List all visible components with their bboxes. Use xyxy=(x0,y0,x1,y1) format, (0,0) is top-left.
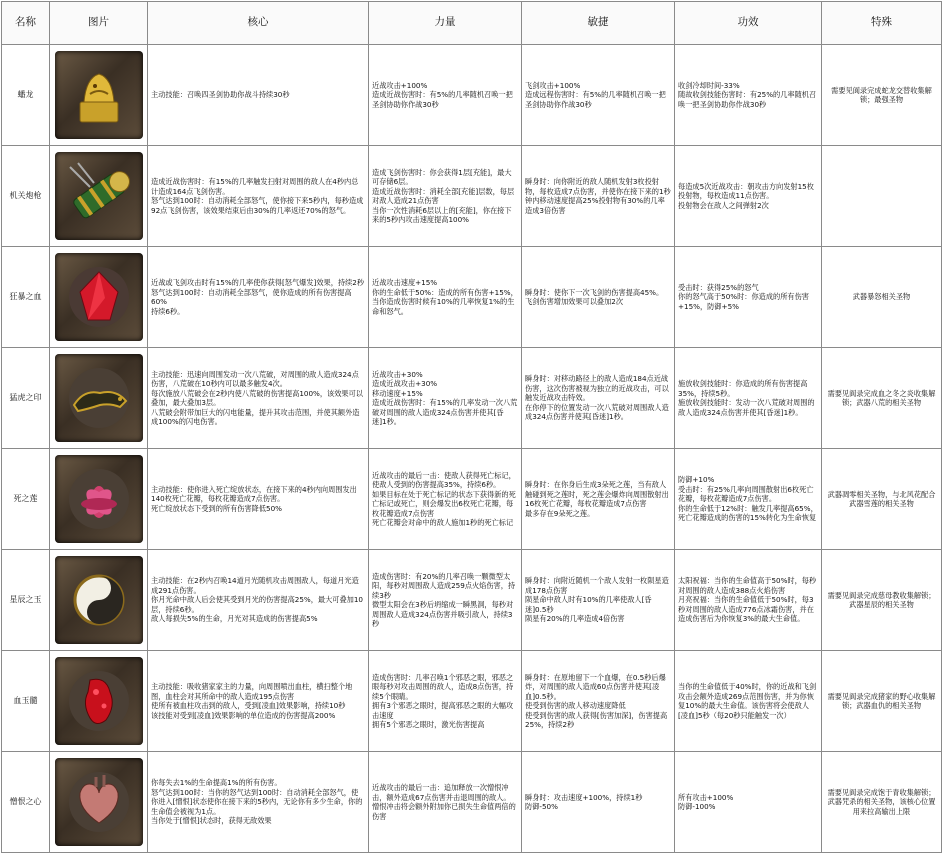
relic-image-cell xyxy=(50,146,148,247)
core-cell xyxy=(148,45,369,146)
cell-line: 太阳祝福：当你的生命值高于50%时，每秒对周围的敌人造成388点火焰伤害 xyxy=(678,576,817,595)
cell-line: 主动技能：使你进入死亡绽放状态，在接下来的4秒内向周围发出140枚死亡花瓣，每枚花瓣造成7点伤害。 xyxy=(151,484,357,504)
special-cell xyxy=(822,146,942,247)
agility-cell xyxy=(522,146,675,247)
core-cell xyxy=(148,651,369,752)
agility-cell xyxy=(522,651,675,752)
relic-image-cell xyxy=(50,247,148,348)
blood-jade-icon xyxy=(55,657,143,745)
cell-line: 死亡花瓣会对命中的敌人施加1秒的死亡标记 xyxy=(372,518,514,527)
effect-cell xyxy=(675,449,822,550)
strength-cell xyxy=(369,247,522,348)
bamboo-cannon-icon xyxy=(55,152,143,240)
effect-cell xyxy=(675,348,822,449)
cell-line: 在你停下的位置发动一次八荒破对周围敌人造成324点伤害并使其[昏迷]1秒。 xyxy=(525,402,669,422)
cell-line: 主动技能：在2秒内召唤14道月光随机攻击周围敌人，每道月光造成291点伤害。 xyxy=(151,576,359,595)
agility-cell xyxy=(522,550,675,651)
special-cell xyxy=(822,752,942,853)
relic-image-cell xyxy=(50,449,148,550)
cell-line: 飞剑伤害增加效果可以叠加2次 xyxy=(525,297,624,306)
cell-line: 怒气达到100时：自动消耗全部怒气，使你造成的所有伤害提高60% xyxy=(151,287,352,306)
cell-line: 你的生命低于12%时：触发几率提高65%，死亡花瓣造成的伤害的15%转化为生命恢复 xyxy=(678,503,818,523)
cell-line: 当你的生命值低于40%时，你的近战和飞剑攻击会额外造成269点范围伤害，并为你恢复10%的最大生命值。该伤害将会使敌人[凌血]5秒（每20秒只能触发一次） xyxy=(678,682,817,720)
cell-line: 造成近战伤害时：有15%的几率发动一次八荒破对周围的敌人造成324点伤害并使其[昏迷]1秒。 xyxy=(372,398,518,426)
cell-line: 主动技能：迅速向周围发动一次八荒破，对周围的敌人造成324点伤害，八荒破在10秒内可以最多触发4次。 xyxy=(151,369,359,388)
core-cell xyxy=(148,550,369,651)
cell-line: 收剑冷却时间-33% xyxy=(678,80,740,90)
strength-cell xyxy=(369,651,522,752)
cell-line: 该技能对受到[凌血]效果影响的单位造成的伤害提高200% xyxy=(151,710,336,720)
cell-line: 瞬身时：在你身后生成3朵死之莲，当有敌人触碰到死之莲时，死之莲会爆炸向周围散射出16枚死亡花瓣，每枚花瓣造成7点伤害 xyxy=(525,480,669,508)
relic-image-cell xyxy=(50,651,148,752)
cell-line: 防御+10% xyxy=(678,475,715,485)
cell-line: 主动技能：吸收猪家家主的力量，向周围喷出血柱，横扫整个地图，血柱会对其所命中的敌人造成195点伤害 xyxy=(151,682,353,701)
core-cell xyxy=(148,449,369,550)
cell-line: 瞬身时：在原地留下一个血爆，在0.5秒后爆炸，对周围的敌人造成60点伤害并使其[凌血]0.5秒。 xyxy=(525,672,666,701)
relic-name: 血玉髓 xyxy=(2,651,50,752)
cell-line: 需要见阆录完成慈母教收集解锁；武器星辰的相关圣物 xyxy=(827,590,936,609)
cell-line: 你每失去1%的生命提高1%的所有伤害。 xyxy=(151,778,282,788)
relic-name: 机关炮枪 xyxy=(2,146,50,247)
cell-line: 死亡绽放状态下受到的所有伤害降低50% xyxy=(151,503,282,513)
cell-line: 受击时：有25%几率向周围散射出6枚死亡花瓣，每枚花瓣造成7点伤害。 xyxy=(678,484,814,504)
strength-cell xyxy=(369,752,522,853)
cell-line: 拥有3个邪恶之眼时，提高邪恶之眼的大幅攻击速度 xyxy=(372,701,514,720)
cell-line: 施放收剑技能时：你造成的所有伤害提高35%，持续5秒。 xyxy=(678,379,808,398)
cell-line: 你的怒气高于50%时：你造成的所有伤害+15%，防御+5% xyxy=(678,292,809,311)
relic-table xyxy=(1,1,942,853)
yin-yang-jade-icon xyxy=(55,556,143,644)
effect-cell xyxy=(675,247,822,348)
lotus-flower-icon xyxy=(55,455,143,543)
cell-line: 造成近战伤害时：有15%的几率触发扫射对周围的敌人在4秒内总计造成164点飞剑伤害。 xyxy=(151,177,359,196)
cell-line: 当你处于[憎恨]状态时，获得无敌效果 xyxy=(151,816,272,826)
agility-cell xyxy=(522,449,675,550)
cell-line: 瞬身时：对移动路径上的敌人造成184点近战伤害，这次伤害被视为独立的近战攻击，可以触发近战攻击特效。 xyxy=(525,374,669,403)
cell-line: 使所有被血柱攻击到的敌人，受到[凌血]效果影响，持续10秒 xyxy=(151,701,346,710)
agility-cell xyxy=(522,247,675,348)
relic-image-cell xyxy=(50,45,148,146)
cell-line: 你的生命低于50%：造成的所有伤害+15%，当你造成伤害时候有10%的几率恢复1%的生命和怒气。 xyxy=(372,287,518,316)
cell-line: 当你一次性消耗6层以上的[充能]，你在接下来的5秒内攻击速度提高100% xyxy=(372,205,512,224)
table-row xyxy=(2,651,942,752)
table-row xyxy=(2,550,942,651)
cell-line: 如果目标在处于死亡标记的状态下获得新的死亡标记或死亡，则会爆发出6枚死亡花瓣，每枚花瓣造成7点伤害 xyxy=(372,489,516,518)
strength-cell xyxy=(369,550,522,651)
header-strength: 力量 xyxy=(369,2,522,45)
cell-line: 随故收剑技能伤害时：有25%的几率随机召唤一把圣剑协助你作战30秒 xyxy=(678,90,817,109)
cell-line: 防御-100% xyxy=(678,802,716,811)
header-effect: 功效 xyxy=(675,2,822,45)
special-cell xyxy=(822,348,942,449)
golden-dragon-seal-icon xyxy=(55,51,143,139)
cell-line: 月亮祝福：当你的生命值低于50%时，每3秒对周围的敌人造成776点冰霜伤害，并在造成伤害后为你恢复3%的最大生命值。 xyxy=(678,595,814,624)
cell-line: 近战攻击的最后一击：使敌人获得死亡标记，使敌人受到的伤害提高35%，持续6秒。 xyxy=(372,470,516,489)
relic-name: 星辰之玉 xyxy=(2,550,50,651)
relic-name: 蟠龙 xyxy=(2,45,50,146)
cell-line: 每次施放八荒破会在2秒内使八荒破的伤害提高100%，该效果可以叠加，最大叠加3层。 xyxy=(151,388,363,407)
cell-line: 飞剑攻击+100% xyxy=(525,80,581,90)
table-row xyxy=(2,247,942,348)
cell-line: 近战攻击+30% xyxy=(372,369,423,379)
cell-line: 需要见阆录完成猪家的野心收集解锁；武器血仇的相关圣物 xyxy=(827,691,936,710)
cell-line: 造成飞剑伤害时：你会获得1层[充能]，最大可存储6层。 xyxy=(372,167,512,186)
cell-line: 每造成5次近战攻击：朝攻击方向发射15枚投射物，每枚造成11点伤害。 xyxy=(678,181,814,201)
agility-cell xyxy=(522,45,675,146)
cell-line: 受击时：获得25%的怒气 xyxy=(678,282,759,292)
header-special: 特殊 xyxy=(822,2,942,45)
core-cell xyxy=(148,348,369,449)
cell-line: 造成近战伤害时：消耗全部[充能]层数，每层对敌人造成21点伤害 xyxy=(372,186,515,205)
cell-line: 施放收剑技能时：发动一次八荒破对周围的敌人造成324点伤害并使其[昏迷]1秒。 xyxy=(678,398,815,417)
relic-image-cell xyxy=(50,550,148,651)
header-row xyxy=(2,2,942,45)
cell-line: 防御-50% xyxy=(525,802,558,811)
agility-cell xyxy=(522,752,675,853)
cell-line: 瞬身时：攻击速度+100%，持续1秒 xyxy=(525,792,643,802)
table-row xyxy=(2,45,942,146)
header-agility: 敏捷 xyxy=(522,2,675,45)
special-cell xyxy=(822,449,942,550)
cell-line: 造成伤害时：几率召唤1个邪恶之眼，邪恶之眼每秒对攻击周围的敌人，造成8点伤害，持续5个眼睛。 xyxy=(372,672,514,701)
table-row xyxy=(2,752,942,853)
cell-line: 憎恨冲击将会额外附加你已损失生命值两倍的伤害 xyxy=(372,802,516,821)
cell-line: 使受到伤害的敌人获得[伤害加深]，伤害提高25%，持续2秒 xyxy=(525,710,668,729)
cell-line: 需要见阆录完成血之冬之炎收集解锁；武器八荒的相关圣物 xyxy=(827,388,936,407)
header-core: 核心 xyxy=(148,2,369,45)
cell-line: 敌人每损失5%的生命，月光对其造成的伤害提高5% xyxy=(151,614,318,624)
cell-line: 武器暴怒相关圣物 xyxy=(852,292,911,302)
relic-name: 憎恨之心 xyxy=(2,752,50,853)
cell-line: 主动技能：召唤四圣剑协助你战斗持续30秒 xyxy=(151,90,290,100)
cell-line: 需要见阆录完成饱于青收集解锁；武器咒杀的相关圣物，该核心位置用来拉高输出上限 xyxy=(827,787,936,816)
cell-line: 使受到伤害的敌人移动速度降低 xyxy=(525,701,626,710)
strength-cell xyxy=(369,348,522,449)
cell-line: 造成近战伤害时：有5%的几率随机召唤一把圣剑协助你作战30秒 xyxy=(372,90,513,109)
cell-line: 需要见阆录完成蛇龙交替收集解锁；最强圣物 xyxy=(831,85,932,104)
cell-line: 造成伤害时：有20%的几率召唤一颗微型太阳，每秒对周围敌人造成259点火焰伤害，持续3秒 xyxy=(372,571,516,600)
relic-name: 死之莲 xyxy=(2,449,50,550)
table-row xyxy=(2,449,942,550)
strength-cell xyxy=(369,146,522,247)
relic-image-cell xyxy=(50,752,148,853)
table-row xyxy=(2,348,942,449)
special-cell xyxy=(822,247,942,348)
cell-line: 持续6秒。 xyxy=(151,306,185,316)
relic-name: 猛虎之印 xyxy=(2,348,50,449)
cell-line: 投射物会在敌人之间弹射2次 xyxy=(678,200,769,210)
tiger-seal-icon xyxy=(55,354,143,442)
cell-line: 怒气达到100时：自动消耗全部怒气，使你接下来5秒内，每秒造成92点飞剑伤害，该效果结束后由30%的几率返还70%的怒气。 xyxy=(151,196,364,215)
cell-line: 近战或飞剑攻击时有15%的几率使你获得[怒气爆发]效果，持续2秒 xyxy=(151,278,365,287)
strength-cell xyxy=(369,45,522,146)
effect-cell xyxy=(675,146,822,247)
cell-line: 瞬身时：向附近随机一个敌人发射一枚陨星造成178点伤害 xyxy=(525,576,669,595)
core-cell xyxy=(148,247,369,348)
special-cell xyxy=(822,550,942,651)
core-cell xyxy=(148,146,369,247)
core-cell xyxy=(148,752,369,853)
cell-line: 拥有5个邪恶之眼时，激光伤害提高 xyxy=(372,720,485,729)
cell-line: 所有攻击+100% xyxy=(678,792,734,802)
relic-name: 狂暴之血 xyxy=(2,247,50,348)
effect-cell xyxy=(675,550,822,651)
effect-cell xyxy=(675,45,822,146)
header-image: 图片 xyxy=(50,2,148,45)
cell-line: 陨星有20%的几率造成4倍伤害 xyxy=(525,614,625,624)
cell-line: 造成近战攻击+30% xyxy=(372,379,438,388)
effect-cell xyxy=(675,651,822,752)
strength-cell xyxy=(369,449,522,550)
cell-line: 造成远程伤害时：有5%的几率随机召唤一把圣剑协助你作战30秒 xyxy=(525,90,666,109)
cell-line: 近战攻击的最后一击：追加释放一次憎恨冲击，额外造成67点伤害并击退周围的敌人。 xyxy=(372,783,511,802)
cell-line: 陨星命中敌人时有10%的几率使敌人[昏迷]0.5秒 xyxy=(525,595,652,614)
cell-line: 微型太阳会在3秒后坍缩成一瞬黑洞，每秒对周围敌人造成324点伤害并吸引敌人，持续3秒 xyxy=(372,600,514,628)
cell-line: 近战攻击+100% xyxy=(372,80,428,90)
cell-line: 你月光命中敌人后会使其受到月光的伤害提高25%，最大可叠加10层，持续6秒。 xyxy=(151,595,363,614)
red-crystal-icon xyxy=(55,253,143,341)
table-row xyxy=(2,146,942,247)
cell-line: 最多存在9朵死之莲。 xyxy=(525,508,595,518)
special-cell xyxy=(822,45,942,146)
cell-line: 武器凋零相关圣物，与北风花配合武器雪莲的相关圣物 xyxy=(827,489,936,508)
hateful-heart-icon xyxy=(55,758,143,846)
agility-cell xyxy=(522,348,675,449)
cell-line: 瞬身时：使你下一次飞剑的伤害提高45%。 xyxy=(525,287,664,297)
effect-cell xyxy=(675,752,822,853)
cell-line: 八荒破会附带加巨大的闪电能量，提升其攻击范围，并使其额外造成100%的闪电伤害。 xyxy=(151,407,360,426)
cell-line: 怒气达到100时：当你的怒气达到100时：自动消耗全部怒气，使你进入[憎恨]状态使你在接下来的5秒内，无论你有多少生命，你的生命值会被视为1点。 xyxy=(151,787,363,816)
cell-line: 瞬身时：向你附近的敌人随机发射3枚投射物，每枚造成7点伤害，并使你在接下来的1秒钟内移动速度提高25%投射物有30%的几率造成3倍伤害 xyxy=(525,177,671,215)
relic-image-cell xyxy=(50,348,148,449)
special-cell xyxy=(822,651,942,752)
cell-line: 移动速度+15% xyxy=(372,388,423,398)
header-name: 名称 xyxy=(2,2,50,45)
cell-line: 近战攻击速度+15% xyxy=(372,278,438,287)
